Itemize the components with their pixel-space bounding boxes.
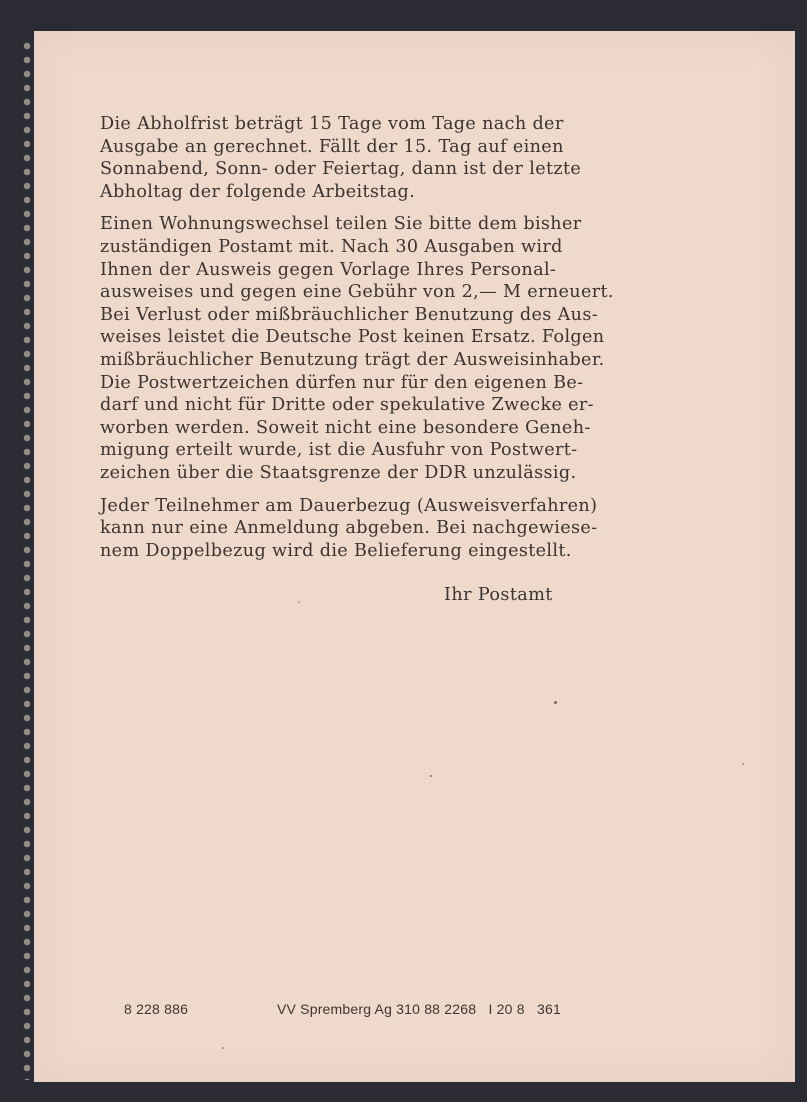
imprint-number: 8 228 886 — [124, 1001, 189, 1017]
paragraph-address-change: Einen Wohnungswechsel teilen Sie bitte dem bisher zuständigen Postamt mit. Nach 30 Ausgaben wird Ihnen der Ausweis gegen Vorlage Ihres Personal- ausweises und gegen eine Gebühr von 2,— M erneuert. Bei Verlust oder mißbräuchlicher Benutzung des Aus- weises leistet die Deutsche Post keinen Ersatz. Folgen mißbräuchlicher Benutzung trägt der Ausweisinhaber. Die Postwertzeichen dürfen nur für den eigenen Be- darf und nicht für Dritte oder spekulative Zwecke er- worben werden. Soweit nicht eine besondere Geneh- migung erteilt wurde, ist die Ausfuhr von Postwert- zeichen über die Staatsgrenze der DDR unzulässig. — [100, 214, 614, 483]
signature-postamt: Ihr Postamt — [444, 585, 553, 605]
paper-speck — [298, 601, 300, 603]
paragraph-pickup-deadline: Die Abholfrist beträgt 15 Tage vom Tage nach der Ausgabe an gerechnet. Fällt der 15. Tag auf einen Sonnabend, Sonn- oder Feiertag, dann ist der letzte Abholtag der folgende Arbeitstag. — [100, 114, 582, 202]
notice-text — [100, 113, 710, 572]
paper-speck — [430, 775, 432, 777]
paragraph-subscription: Jeder Teilnehmer am Dauerbezug (Ausweisverfahren) kann nur eine Anmeldung abgeben. Bei nachgewiese- nem Doppelbezug wird die Belieferung eingestellt. — [100, 495, 598, 561]
paper-speck — [742, 763, 744, 765]
paper-sheet — [34, 31, 795, 1082]
imprint-details: VV Spremberg Ag 310 88 2268 I 20 8 361 — [277, 1001, 561, 1017]
paper-speck — [222, 1047, 224, 1049]
paper-speck — [554, 701, 557, 704]
